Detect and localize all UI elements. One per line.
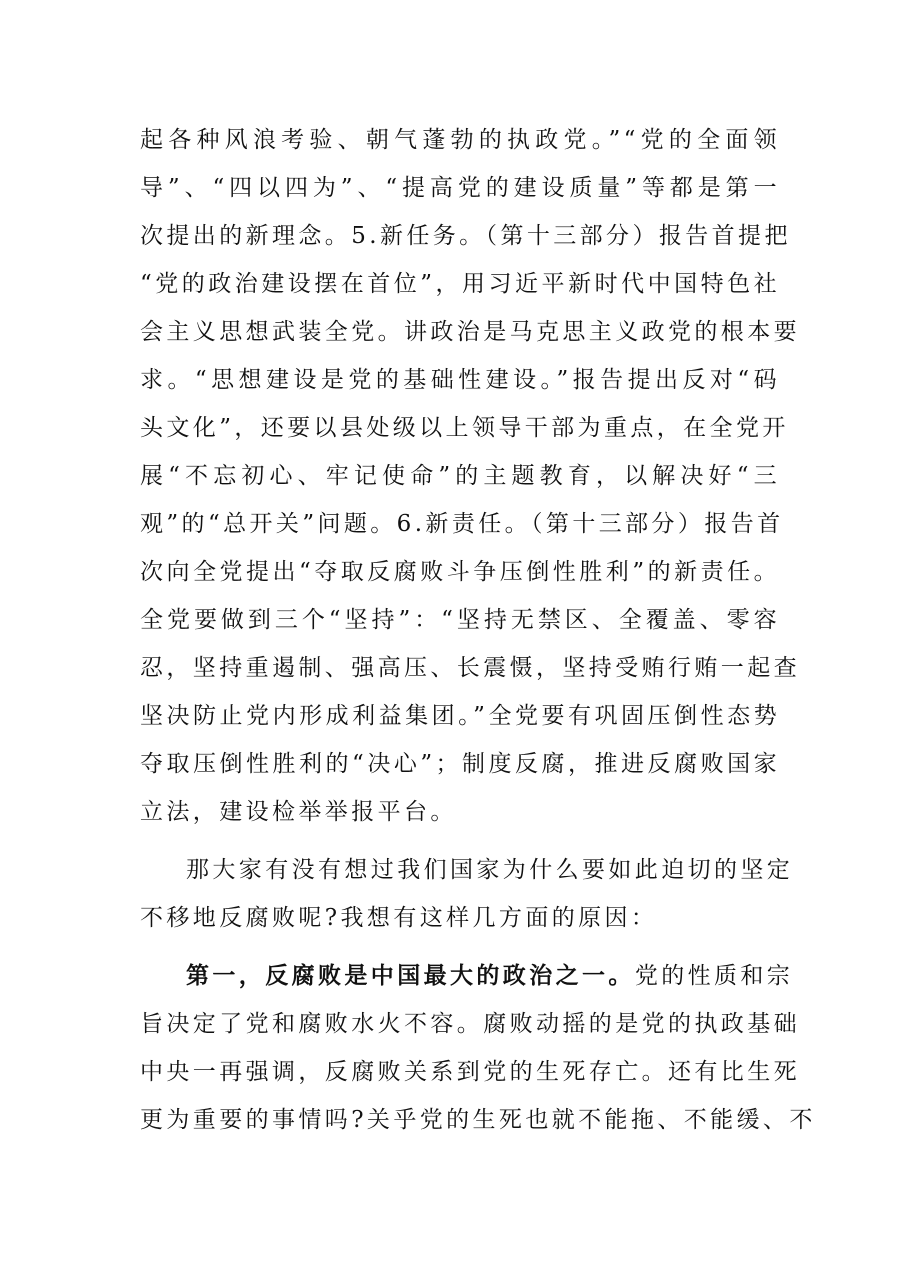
text-line: 展“不忘初心、牢记使命”的主题教育，以解决好“三 bbox=[140, 463, 780, 489]
text-line: “党的政治建设摆在首位”，用习近平新时代中国特色社 bbox=[140, 271, 780, 297]
text-line: 导”、“四以四为”、“提高党的建设质量”等都是第一 bbox=[140, 175, 780, 201]
text-line: 头文化”，还要以县处级以上领导干部为重点，在全党开 bbox=[140, 415, 789, 441]
text-line: 中央一再强调，反腐败关系到党的生死存亡。还有比生死 bbox=[140, 1059, 800, 1085]
text-line: 会主义思想武装全党。讲政治是马克思主义政党的根本要 bbox=[140, 319, 800, 345]
text-line: 起各种风浪考验、朝气蓬勃的执政党。”“党的全面领 bbox=[140, 127, 780, 153]
text-line bbox=[186, 961, 794, 991]
text-line: 那大家有没有想过我们国家为什么要如此迫切的坚定 bbox=[186, 857, 794, 883]
text-line: 次向全党提出“夺取反腐败斗争压倒性胜利”的新责任。 bbox=[140, 559, 780, 585]
text-line: 求。“思想建设是党的基础性建设。”报告提出反对“码 bbox=[140, 367, 780, 393]
text-line: 不移地反腐败呢?我想有这样几方面的原因： bbox=[140, 905, 658, 931]
text-line: 坚决防止党内形成利益集团。”全党要有巩固压倒性态势 bbox=[140, 703, 780, 729]
text-span: 党的性质和宗 bbox=[634, 963, 794, 989]
text-line: 夺取压倒性胜利的“决心”；制度反腐，推进反腐败国家 bbox=[140, 751, 780, 777]
text-line: 全党要做到三个“坚持”：“坚持无禁区、全覆盖、零容 bbox=[140, 607, 780, 633]
text-line: 次提出的新理念。5.新任务。（第十三部分）报告首提把 bbox=[140, 223, 791, 249]
bold-heading-lead: 第一，反腐败是中国最大的政治之一。 bbox=[186, 962, 635, 989]
text-line: 立法，建设检举举报平台。 bbox=[140, 799, 457, 825]
text-line: 忍，坚持重遏制、强高压、长震慑，坚持受贿行贿一起查 bbox=[140, 655, 800, 681]
text-line: 旨决定了党和腐败水火不容。腐败动摇的是党的执政基础 bbox=[140, 1011, 800, 1037]
text-line: 更为重要的事情吗?关乎党的生死也就不能拖、不能缓、不 bbox=[140, 1107, 816, 1133]
text-line: 观”的“总开关”问题。6.新责任。（第十三部分）报告首 bbox=[140, 511, 784, 537]
